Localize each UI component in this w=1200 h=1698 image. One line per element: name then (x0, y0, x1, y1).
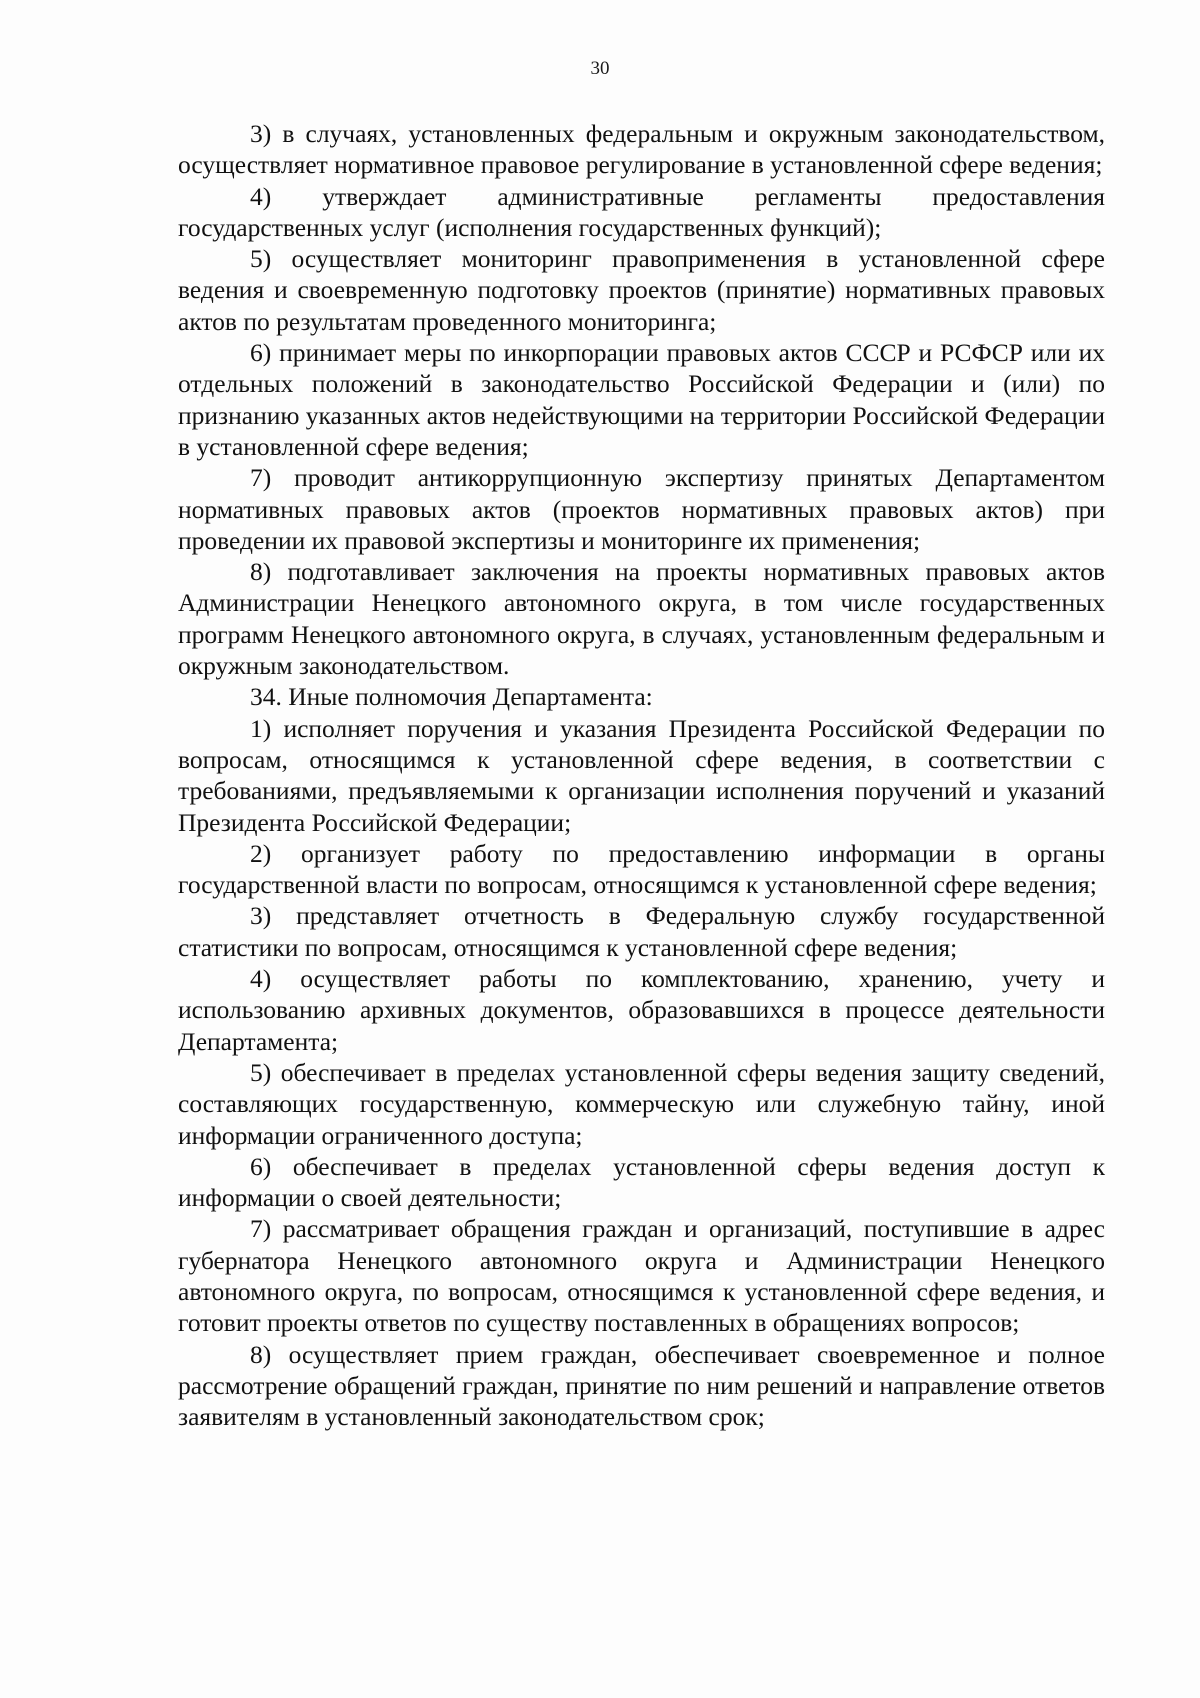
section-heading-34: 34. Иные полномочия Департамента: (250, 682, 653, 712)
paragraph-item-5: 5) осуществляет мониторинг правоприменения в установленной сфере ведения и своевременную подготовку проектов (принятие) нормативных правовых актов по результатам проведенного мониторинга; (178, 244, 1105, 336)
paragraph-34-item-1: 1) исполняет поручения и указания Президента Российской Федерации по вопросам, относящимся к установленной сфере ведения, в соответствии с требованиями, предъявляемыми к организации исполнения поручений и указаний Президента Российской Федерации; (178, 713, 1105, 837)
paragraph-34-item-5: 5) обеспечивает в пределах установленной сферы ведения защиту сведений, составляющих государственную, коммерческую или служебную тайну, иной информации ограниченного доступа; (178, 1057, 1105, 1150)
paragraph-34-item-3: 3) представляет отчетность в Федеральную службу государственной статистики по вопросам, относящимся к установленной сфере ведения; (178, 901, 1105, 962)
paragraph-34-item-2: 2) организует работу по предоставлению информации в органы государственной власти по вопросам, относящимся к установленной сфере ведения; (178, 838, 1105, 900)
paragraph-item-8: 8) подготавливает заключения на проекты нормативных правовых актов Администрации Ненецкого автономного округа, в том числе государственных программ Ненецкого автономного округа, в случаях, установленным федеральным и окружным законодательством. (178, 557, 1105, 681)
document-body (178, 118, 1105, 1432)
paragraph-item-6: 6) принимает меры по инкорпорации правовых актов СССР и РСФСР или их отдельных положений в законодательство Российской Федерации и (или) по признанию указанных актов недействующими на территории Российской Федерации в установленной сфере ведения; (178, 338, 1105, 461)
page-number: 30 (590, 58, 610, 79)
paragraph-34-item-4: 4) осуществляет работы по комплектованию, хранению, учету и использованию архивных документов, образовавшихся в процессе деятельности Департамента; (178, 964, 1105, 1056)
paragraph-34-item-6: 6) обеспечивает в пределах установленной сферы ведения доступ к информации о своей деятельности; (178, 1151, 1105, 1213)
paragraph-34-item-8: 8) осуществляет прием граждан, обеспечивает своевременное и полное рассмотрение обращений граждан, принятие по ним решений и направление ответов заявителям в установленный законодательством срок; (178, 1339, 1105, 1432)
paragraph-34-item-7: 7) рассматривает обращения граждан и организаций, поступившие в адрес губернатора Ненецкого автономного округа и Администрации Ненецкого автономного округа, по вопросам, относящимся к установленной сфере ведения, и готовит проекты ответов по существу поставленных в обращениях вопросов; (178, 1214, 1105, 1338)
paragraph-item-4: 4) утверждает административные регламенты предоставления государственных услуг (исполнения государственных функций); (178, 181, 1105, 242)
paragraph-item-3: 3) в случаях, установленных федеральным и окружным законодательством, осуществляет нормативное правовое регулирование в установленной сфере ведения; (178, 119, 1105, 180)
paragraph-item-7: 7) проводит антикоррупционную экспертизу принятых Департаментом нормативных правовых актов (проектов нормативных правовых актов) при проведении их правовой экспертизы и мониторинге их применения; (178, 463, 1105, 555)
